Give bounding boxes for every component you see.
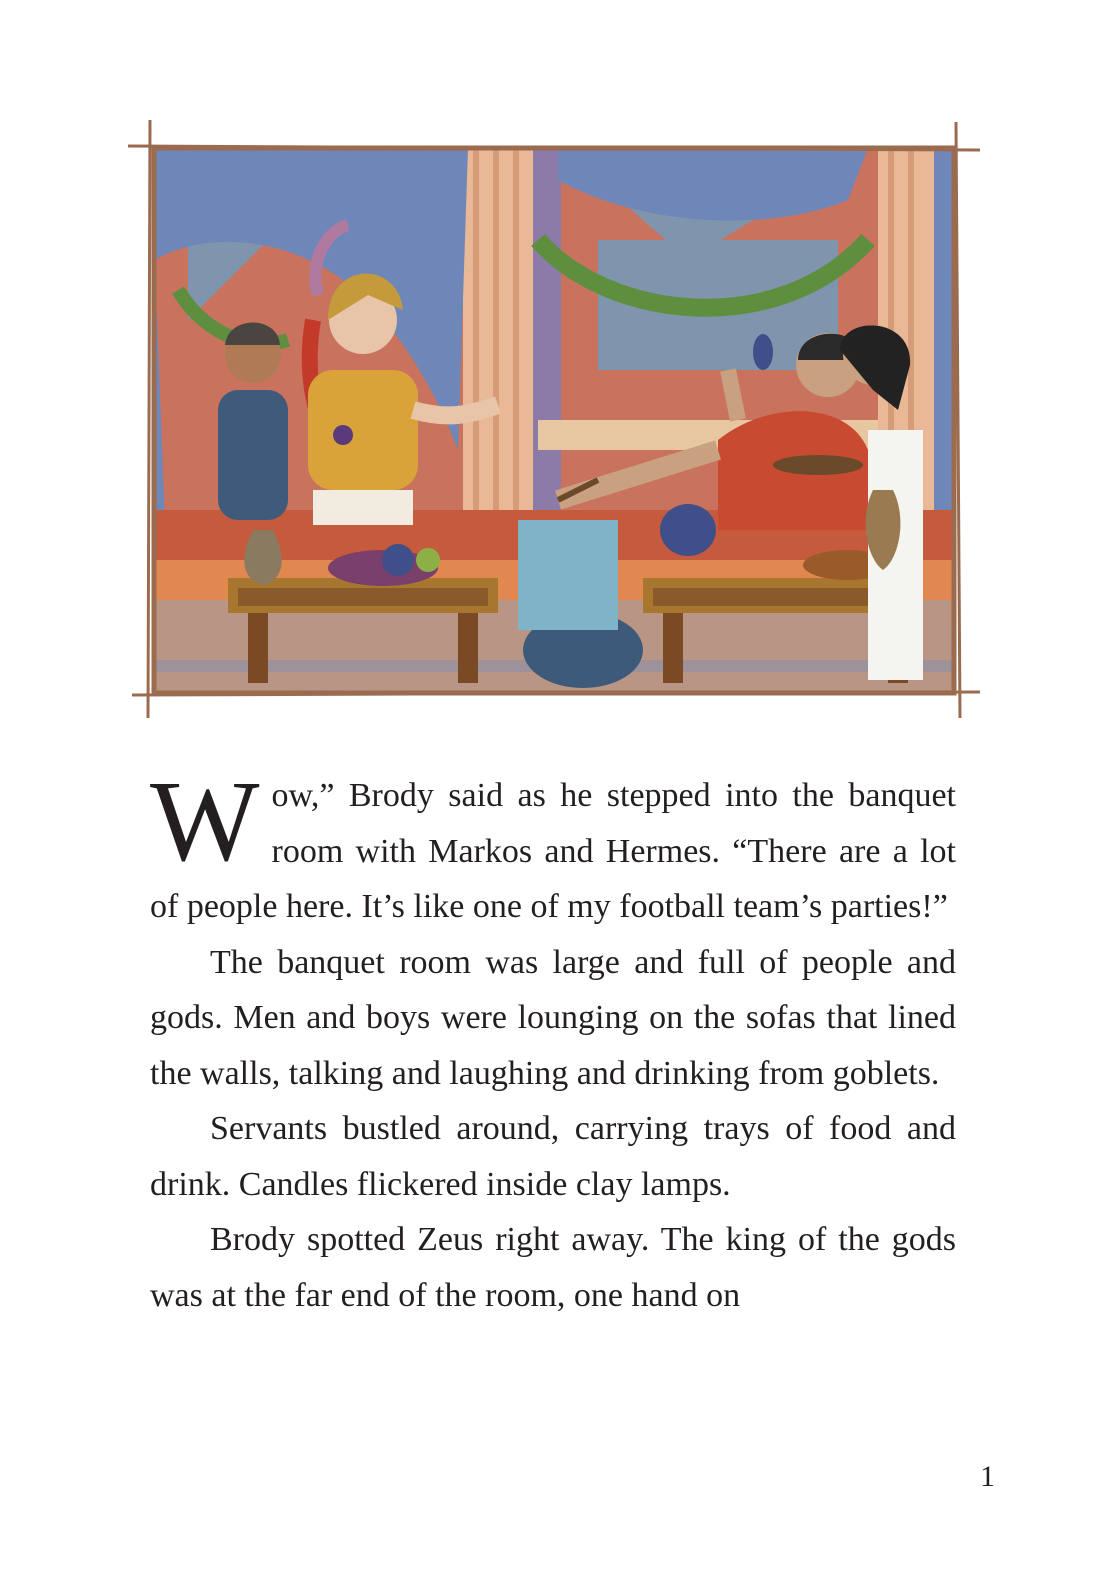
banquet-illustration [128, 120, 980, 720]
paragraph-1 [150, 758, 956, 935]
story-text [150, 758, 956, 1323]
paragraph-4: Brody spotted Zeus right away. The king of the gods was at the far end of the room, one hand on [150, 1221, 956, 1314]
page-number: 1 [980, 1460, 995, 1493]
drop-cap: W [150, 758, 260, 886]
paragraph-2: The banquet room was large and full of people and gods. Men and boys were lounging on the sofas that lined the walls, talking and laughing and drinking from goblets. [150, 943, 956, 1092]
paragraph-3: Servants bustled around, carrying trays of food and drink. Candles flickered inside clay lamps. [150, 1110, 956, 1203]
paragraph-1-text: ow,” Brody said as he stepped into the banquet room with Markos and Hermes. “There are a lot of people here. It’s like one of my football team’s parties!” [150, 777, 956, 925]
